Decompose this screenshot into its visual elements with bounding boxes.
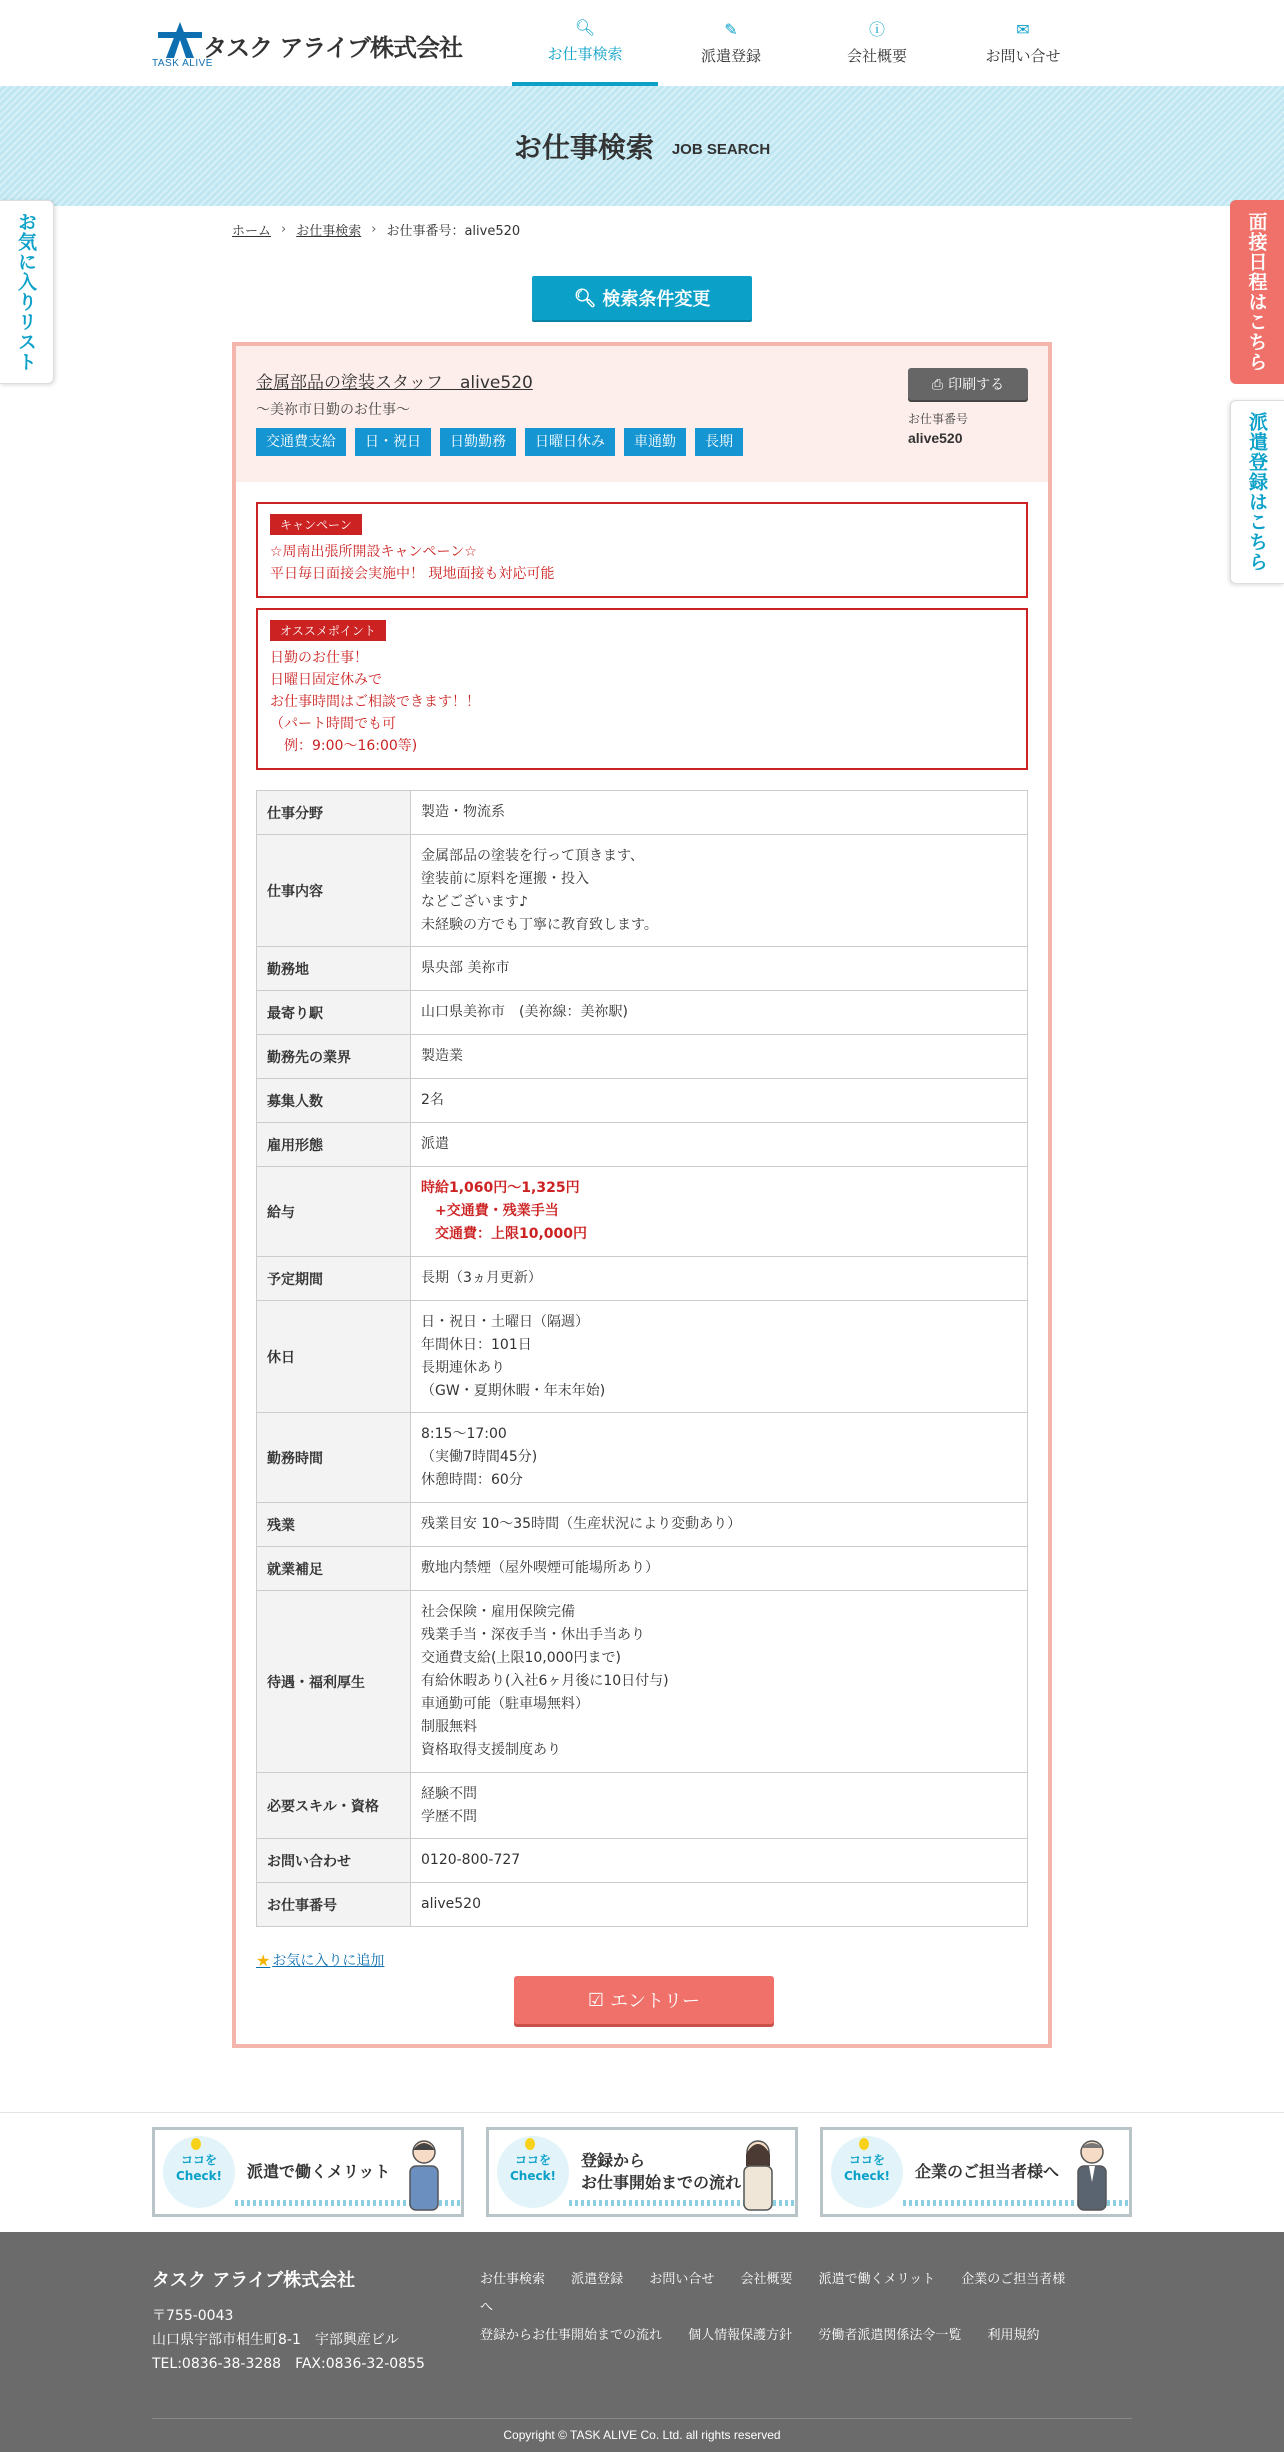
recommend-line: 日勤のお仕事！ — [270, 650, 368, 666]
logo-subtext: TASK ALIVE — [152, 58, 213, 69]
table-row — [257, 1079, 1028, 1123]
row-value-line: 年間休日：101日 — [421, 1336, 532, 1353]
job-tag: 日・祝日 — [355, 428, 431, 456]
banner-flow[interactable] — [486, 2127, 798, 2217]
register-tab-label: 派遣登録はこちら — [1246, 412, 1268, 572]
footer-link[interactable]: 派遣登録 — [571, 2272, 624, 2287]
row-value-line: 製造業 — [421, 1048, 463, 1064]
favorites-tab-label: お気に入りリスト — [15, 212, 37, 372]
nav-job-search[interactable] — [512, 0, 658, 86]
breadcrumb-home[interactable]: ホーム — [232, 224, 272, 239]
row-value-line: 敷地内禁煙（屋外喫煙可能場所あり） — [421, 1560, 659, 1576]
footer-link[interactable]: 企業のご担当者様へ — [480, 2272, 1066, 2315]
row-label: 最寄り駅 — [257, 991, 411, 1035]
row-value — [411, 1123, 1028, 1167]
job-card — [232, 342, 1052, 2048]
row-value-line: （実働7時間45分) — [421, 1449, 538, 1465]
row-value-line: などございます♪ — [421, 893, 528, 910]
job-tag: 日勤勤務 — [440, 428, 516, 456]
entry-button[interactable] — [514, 1976, 774, 2024]
table-row — [257, 1413, 1028, 1503]
row-label: 仕事分野 — [257, 791, 411, 835]
nav-contact[interactable] — [950, 0, 1096, 86]
footer-link[interactable]: 登録からお仕事開始までの流れ — [480, 2328, 663, 2343]
row-value — [411, 1503, 1028, 1547]
copyright: Copyright © TASK ALIVE Co. Ltd. all rights reserved — [503, 2428, 781, 2442]
job-subtitle: ～美祢市日勤のお仕事～ — [256, 402, 410, 418]
campaign-line: 平日毎日面接会実施中！ 現地面接も対応可能 — [270, 566, 555, 582]
footer-link[interactable]: 利用規約 — [987, 2328, 1040, 2343]
breadcrumb-search[interactable]: お仕事検索 — [296, 224, 362, 239]
recommend-line: 例：9:00～16:00等) — [270, 738, 418, 754]
row-value-line: 金属部品の塗装を行って頂きます、 — [421, 847, 644, 864]
chevron-right-icon: › — [281, 222, 287, 237]
job-title[interactable]: 金属部品の塗装スタッフ alive520 — [256, 373, 533, 393]
pencil-icon: ✎ — [724, 19, 738, 39]
recommend-line: 日曜日固定休みで — [270, 672, 382, 688]
row-value-line: 8:15～17:00 — [421, 1426, 507, 1442]
job-card-header — [236, 346, 1048, 482]
row-label: 雇用形態 — [257, 1123, 411, 1167]
job-number-label: お仕事番号 — [908, 412, 969, 426]
row-value-line: 未経験の方でも丁寧に教育致します。 — [421, 916, 658, 933]
banner-label: 企業のご担当者様へ — [915, 2162, 1060, 2181]
row-value-line: 0120-800-727 — [421, 1852, 521, 1868]
table-row — [257, 1591, 1028, 1773]
row-value-line: 日・祝日・土曜日（隔週） — [421, 1313, 589, 1330]
job-tag: 日曜日休み — [525, 428, 615, 456]
envelope-icon: ✉ — [1016, 19, 1030, 39]
page-hero — [0, 86, 1284, 206]
row-label: 必要スキル・資格 — [257, 1773, 411, 1839]
favorites-side-tab[interactable] — [0, 200, 54, 384]
row-label: 仕事内容 — [257, 835, 411, 947]
print-label: 印刷する — [948, 376, 1005, 392]
row-value-line: 2名 — [421, 1092, 444, 1108]
table-row — [257, 1773, 1028, 1839]
add-favorite-label: お気に入りに追加 — [272, 1953, 385, 1969]
star-icon: ★ — [256, 1950, 271, 1970]
row-value-line: （GW・夏期休暇・年末年始) — [421, 1382, 606, 1399]
row-value-line: 製造・物流系 — [421, 804, 505, 820]
lightbulb-icon — [191, 2138, 201, 2150]
footer-address-line: TEL:0836-38-3288 FAX:0836-32-0855 — [152, 2356, 425, 2372]
entry-label: エントリー — [610, 1991, 701, 2011]
table-row — [257, 991, 1028, 1035]
campaign-line: ☆周南出張所開設キャンペーン☆ — [270, 544, 477, 560]
row-value-line: 社会保険・雇用保険完備 — [421, 1604, 575, 1620]
row-value — [411, 1035, 1028, 1079]
register-side-tab[interactable] — [1230, 400, 1284, 584]
footer-link[interactable]: 会社概要 — [740, 2272, 793, 2287]
printer-icon: ⎙ — [931, 375, 944, 392]
recommend-line: （パート時間でも可 — [270, 716, 396, 732]
table-row — [257, 1257, 1028, 1301]
footer-link[interactable]: 個人情報保護方針 — [688, 2328, 793, 2343]
row-value — [411, 1883, 1028, 1927]
table-row — [257, 1301, 1028, 1413]
person-illustration-icon — [1069, 2136, 1115, 2214]
checkbox-icon: ☑ — [587, 1989, 605, 2010]
row-value — [411, 1079, 1028, 1123]
change-search-label: 検索条件変更 — [602, 289, 711, 309]
row-value-line: 車通勤可能（駐車場無料） — [421, 1696, 589, 1712]
row-label: 残業 — [257, 1503, 411, 1547]
salary-line: 時給1,060円～1,325円 — [421, 1180, 580, 1196]
table-row — [257, 1035, 1028, 1079]
search-icon: 🔍︎ — [573, 287, 597, 308]
nav-label: 派遣登録 — [700, 46, 761, 65]
banner-label: 派遣で働くメリット — [247, 2162, 391, 2181]
footer-divider — [152, 2418, 1132, 2419]
row-value-line: 残業手当・深夜手当・休出手当あり — [421, 1627, 645, 1643]
banner-label: 登録から お仕事開始までの流れ — [581, 2151, 742, 2192]
campaign-label: キャンペーン — [270, 514, 362, 535]
nav-register[interactable] — [658, 0, 804, 86]
banner-check-text: ココを Check! — [843, 2153, 891, 2183]
row-value-line: 有給休暇あり(入社6ヶ月後に10日付与) — [421, 1673, 669, 1689]
banner-strip — [0, 2112, 1284, 2232]
row-value — [411, 947, 1028, 991]
row-value — [411, 1591, 1028, 1773]
recommend-box — [256, 608, 1028, 770]
breadcrumb-current: お仕事番号：alive520 — [386, 224, 521, 239]
page-subtitle: JOB SEARCH — [671, 140, 771, 158]
row-value-line: 制服無料 — [421, 1719, 477, 1735]
table-row — [257, 1547, 1028, 1591]
footer-address-line: 〒755-0043 — [152, 2308, 234, 2324]
table-row — [257, 1839, 1028, 1883]
row-value — [411, 1773, 1028, 1839]
person-illustration-icon — [735, 2136, 781, 2214]
nav-label: お問い合せ — [985, 46, 1061, 65]
row-value — [411, 1547, 1028, 1591]
lightbulb-icon — [525, 2138, 535, 2150]
footer-link[interactable]: 派遣で働くメリット — [818, 2272, 936, 2287]
site-header — [0, 0, 1284, 86]
row-value-line: alive520 — [421, 1896, 481, 1912]
row-value-line: 休憩時間：60分 — [421, 1472, 523, 1488]
table-row — [257, 1167, 1028, 1257]
row-label: お問い合わせ — [257, 1839, 411, 1883]
footer-link[interactable]: お問い合せ — [649, 2272, 715, 2287]
interview-side-tab[interactable] — [1230, 200, 1284, 384]
row-value-line: 交通費支給(上限10,000円まで) — [421, 1650, 621, 1666]
row-value-line: 長期連休あり — [421, 1359, 505, 1376]
logo-mark-icon — [152, 20, 213, 70]
table-row — [257, 835, 1028, 947]
row-value — [411, 1301, 1028, 1413]
row-label: 待遇・福利厚生 — [257, 1591, 411, 1773]
add-favorite-link[interactable] — [256, 1950, 384, 1970]
row-value-line: 塗装前に原料を運搬・投入 — [421, 870, 589, 887]
row-value — [411, 1413, 1028, 1503]
salary-line: +交通費・残業手当 — [421, 1203, 559, 1219]
recommend-line: お仕事時間はご相談できます！！ — [270, 694, 480, 710]
logo-text: タスク アライブ株式会社 — [203, 33, 462, 62]
row-value — [411, 1167, 1028, 1257]
row-value-line: 長期（3ヵ月更新） — [421, 1270, 542, 1286]
row-label: 勤務時間 — [257, 1413, 411, 1503]
banner-check-text: ココを Check! — [509, 2153, 557, 2183]
footer-address — [152, 2304, 425, 2376]
row-value — [411, 1257, 1028, 1301]
row-value — [411, 991, 1028, 1035]
row-label: 募集人数 — [257, 1079, 411, 1123]
row-label: お仕事番号 — [257, 1883, 411, 1927]
footer-links — [480, 2266, 1100, 2350]
row-label: 給与 — [257, 1167, 411, 1257]
row-value — [411, 835, 1028, 947]
job-tag: 交通費支給 — [256, 428, 346, 456]
site-logo[interactable] — [152, 20, 462, 70]
banner-merit[interactable] — [152, 2127, 464, 2217]
person-illustration-icon — [401, 2136, 447, 2214]
table-row — [257, 1883, 1028, 1927]
row-label: 就業補足 — [257, 1547, 411, 1591]
table-row — [257, 1123, 1028, 1167]
row-value-line: 山口県美祢市 (美祢線：美祢駅) — [421, 1004, 628, 1020]
table-row — [257, 947, 1028, 991]
lightbulb-icon — [859, 2138, 869, 2150]
row-label: 休日 — [257, 1301, 411, 1413]
footer-company-name: タスク アライブ株式会社 — [152, 2270, 356, 2291]
row-label: 勤務先の業界 — [257, 1035, 411, 1079]
table-row — [257, 1503, 1028, 1547]
table-row — [257, 791, 1028, 835]
chevron-right-icon: › — [371, 222, 377, 237]
job-tag: 長期 — [695, 428, 743, 456]
site-footer — [0, 2232, 1284, 2452]
job-tag: 車通勤 — [624, 428, 686, 456]
info-circle-icon: ⓘ — [868, 19, 885, 39]
job-number-value: alive520 — [908, 430, 963, 446]
row-value-line: 学歴不問 — [421, 1808, 477, 1825]
print-button[interactable] — [908, 368, 1028, 400]
footer-link[interactable]: 労働者派遣関係法令一覧 — [818, 2328, 962, 2343]
footer-address-line: 山口県宇部市相生町8-1 宇部興産ビル — [152, 2332, 399, 2348]
row-value-line: 資格取得支援制度あり — [421, 1742, 561, 1758]
job-tags — [256, 428, 752, 456]
job-details-table — [256, 790, 1028, 1927]
change-search-button[interactable] — [532, 276, 752, 320]
row-value-line: 経験不問 — [421, 1785, 477, 1802]
main-nav — [512, 0, 1096, 86]
nav-company[interactable] — [804, 0, 950, 86]
row-label: 予定期間 — [257, 1257, 411, 1301]
nav-label: 会社概要 — [846, 46, 907, 65]
footer-link[interactable]: お仕事検索 — [480, 2272, 546, 2287]
banner-company[interactable] — [820, 2127, 1132, 2217]
row-value-line: 残業目安 10～35時間（生産状況により変動あり） — [421, 1516, 742, 1532]
row-value — [411, 791, 1028, 835]
row-value-line: 県央部 美祢市 — [421, 960, 510, 976]
interview-tab-label: 面接日程はこちら — [1245, 212, 1268, 372]
page-title: お仕事検索 — [513, 131, 654, 164]
salary-line: 交通費：上限10,000円 — [421, 1226, 588, 1242]
banner-check-text: ココを Check! — [175, 2153, 223, 2183]
nav-label: お仕事検索 — [547, 44, 623, 63]
row-value-line: 派遣 — [421, 1136, 449, 1152]
breadcrumb — [232, 220, 520, 239]
campaign-box — [256, 502, 1028, 598]
row-label: 勤務地 — [257, 947, 411, 991]
search-icon: 🔍︎ — [574, 17, 596, 37]
row-value — [411, 1839, 1028, 1883]
recommend-label: オススメポイント — [270, 620, 386, 641]
